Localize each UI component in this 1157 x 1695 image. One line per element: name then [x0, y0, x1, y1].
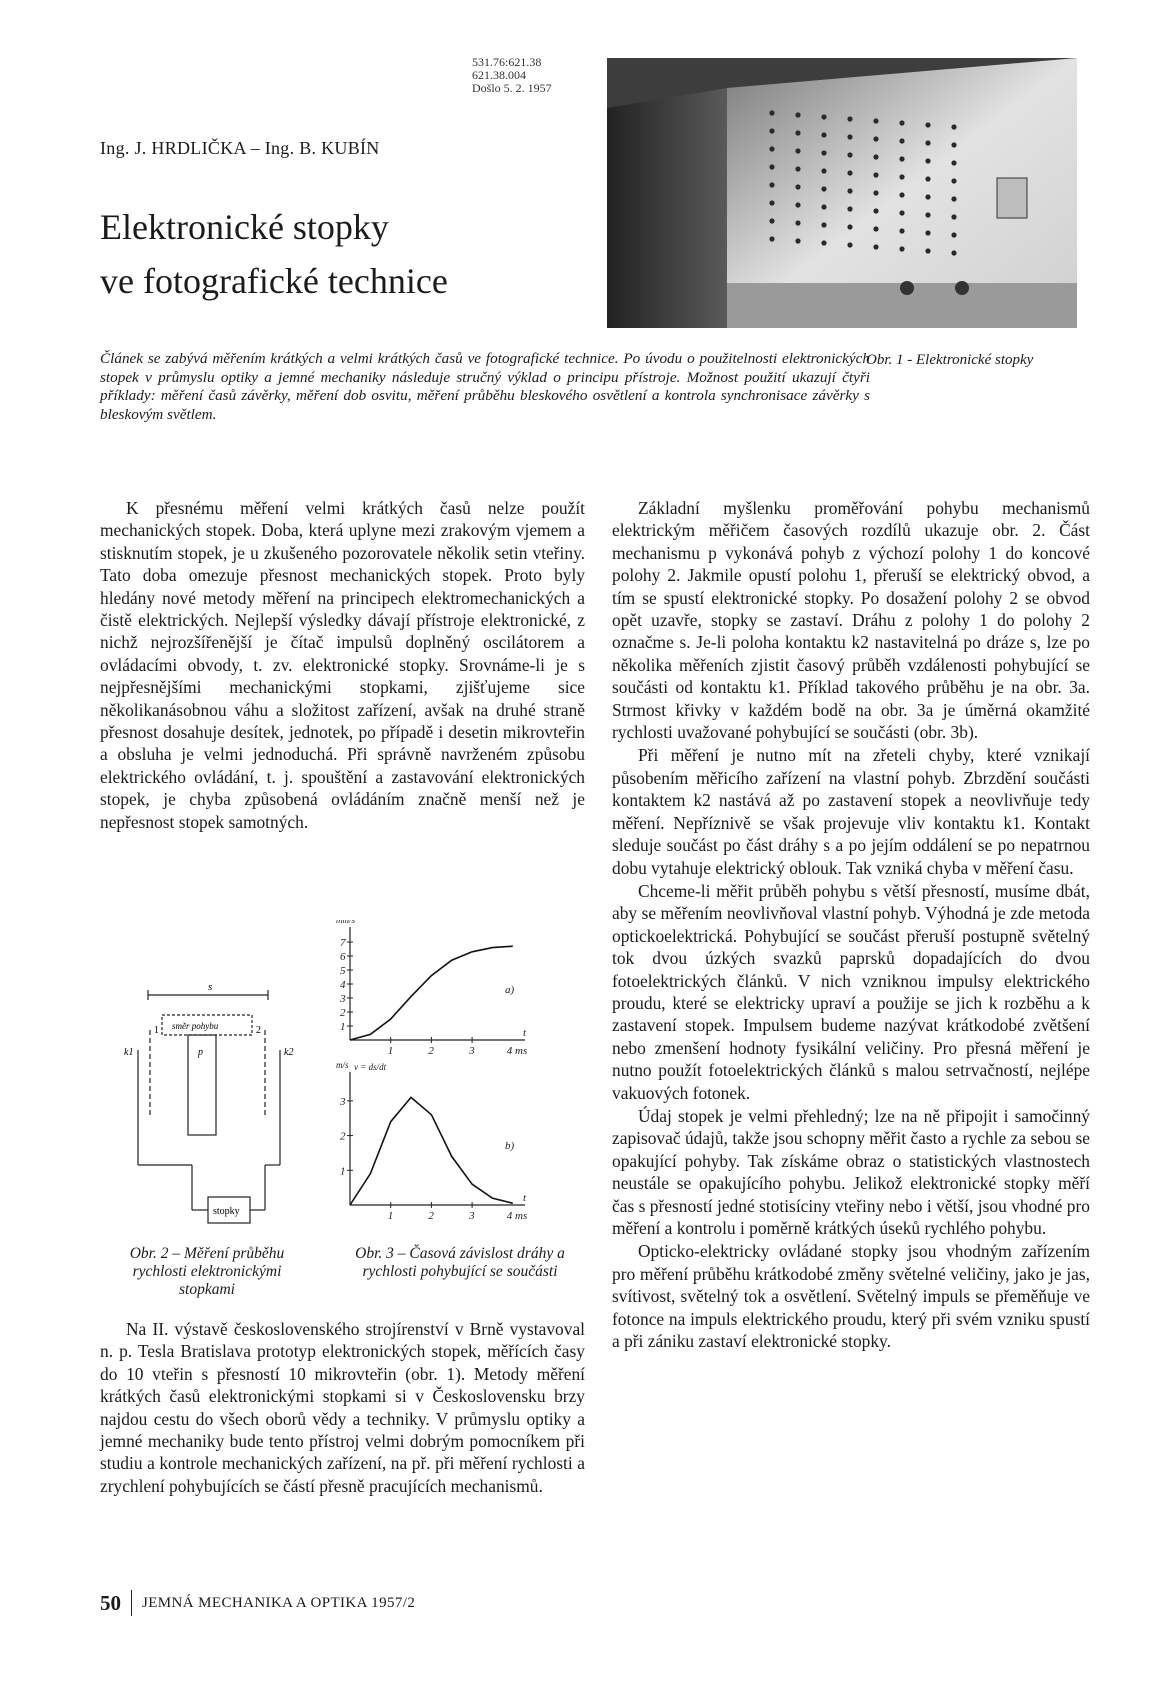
x-tick-label: 2: [428, 1045, 434, 1057]
panel-knob: [925, 230, 930, 235]
panel-knob: [899, 192, 904, 197]
x-axis-label: t: [523, 1027, 527, 1039]
series-line: [350, 1097, 513, 1205]
paragraph: Chceme-li měřit průběh pohybu s větší přesností, musíme dbát, aby se měřením neovlivňoval vlastní pohyb. Výhodná je zde metoda optickoelektrická. Pohybující se součást přeruší postupně světelný tok dvou úzkých svazků paprsků dopadajících do dvou fotoelektrických článků. V nich vzniknou impulsy elektrického proudu, které se elektricky upraví a použije se jich k rozběhu a k zastavení stopek. Impulsem budeme nazývat krátkodobé zvětšení nebo zmenšení hodnoty fysikální veličiny. Pro přesná měření je nutno použít fotoelektrických článků s malou setrvačností, nejlépe vakuových fotonek.: [612, 880, 1090, 1103]
panel-knob: [873, 244, 878, 249]
panel-knob: [769, 164, 774, 169]
panel-knob: [925, 212, 930, 217]
contact-k2-label: k2: [284, 1047, 294, 1058]
panel-knob: [795, 112, 800, 117]
panel-knob: [951, 178, 956, 183]
panel-knob: [769, 182, 774, 187]
x-tick-label: 3: [469, 1210, 475, 1222]
y-tick-label: 1: [340, 1021, 346, 1033]
panel-knob: [873, 208, 878, 213]
paragraph: Při měření je nutno mít na zřeteli chyby, které vznikají působením měřicího zařízení na vlastní pohyb. Zbrzdění součásti kontaktem k2 nastává až po zastavení stopek a neovlivňuje tedy měření. Nepříznivě se však projevuje vliv kontaktu k1. Kontakt sleduje součást po část dráhy s a po jejím oddálení se po nepatrnou dobu vytahuje elektrický oblouk. Tak vzniká chyba v měření času.: [612, 745, 1090, 878]
authors: Ing. J. HRDLIČKA – Ing. B. KUBÍN: [100, 138, 380, 158]
panel-knob: [925, 248, 930, 253]
panel-knob: [847, 170, 852, 175]
panel-knob: [951, 124, 956, 129]
position-2-label: 2: [256, 1025, 261, 1036]
panel-knob: [795, 184, 800, 189]
panel-knob: [821, 150, 826, 155]
panel-knob: [925, 122, 930, 127]
panel-knob: [795, 148, 800, 153]
direction-label: směr pohybu: [172, 1021, 219, 1031]
panel-knob: [795, 238, 800, 243]
part-p-label: p: [198, 1047, 203, 1058]
abstract: Článek se zabývá měřením krátkých a velmi krátkých časů ve fotografické technice. Po úvodu o použitelnosti elektronických stopek v průmyslu optiky a jemné mechaniky následuje stručný výklad o principu přístroje. Možnost použití ukazují čtyři příklady: měření časů závěrky, měření dob osvitu, měření průběhu bleskového osvětlení a kontrola synchronisace závěrky s bleskovým světlem.: [100, 350, 870, 423]
panel-knob: [899, 138, 904, 143]
left-column-bottom: [100, 1318, 585, 1497]
figure-3-svg: [320, 920, 570, 1230]
x-unit-label: 4 ms: [506, 1045, 528, 1057]
y-tick-label: 2: [340, 1007, 346, 1019]
y-tick-label: 2: [340, 1130, 346, 1143]
panel-knob: [847, 134, 852, 139]
figure-3-caption: Obr. 3 – Časová závislost dráhy a rychlosti pohybující se součásti: [355, 1245, 565, 1280]
panel-knob: [847, 152, 852, 157]
classification-line: 621.38.004: [472, 68, 526, 82]
panel-knob: [899, 246, 904, 251]
x-axis-label: t: [523, 1192, 527, 1204]
y-axis-label: mm/s: [336, 920, 356, 925]
x-tick-label: 2: [428, 1210, 434, 1222]
x-unit-label: 4 ms: [506, 1210, 528, 1222]
panel-knob: [821, 186, 826, 191]
x-tick-label: 3: [469, 1045, 475, 1057]
position-1-label: 1: [154, 1025, 159, 1036]
panel-knob: [847, 116, 852, 121]
panel-knob: [899, 210, 904, 215]
paragraph: K přesnému měření velmi krátkých časů nelze použít mechanických stopek. Doba, která uplyne mezi zrakovým vjemem a stisknutím stopek, je u zkušeného pozorovatele několik setin vteřiny. Tato doba omezuje přesnost mechanických stopek. Proto byly hledány nové metody měření na principech elektromechanických a čistě elektrických. Nejlepší výsledky dávají přístroje elektronické, z nichž nejrozšířenější je čítač impulsů doplněný oscilátorem a ovládacími obvody, t. zv. elektronické stopky. Srovnáme-li je s nejpřesnějšími mechanickými stopkami, zjišťujeme sice několikanásobnou váhu a složitost zařízení, avšak na druhé straně přesnost dosahuje desítek, jednotek, po případě i desetin mikrovteřin a obsluha je velmi jednoduchá. Při správně navrženém způsobu elektrického ovládání, t. j. spouštění a zastavování elektronických stopek, je chyba způsobená ovládáním značně menší než je nepřesnost stopek samotných.: [100, 498, 585, 832]
dimension-s-label: s: [208, 981, 213, 993]
panel-knob: [951, 196, 956, 201]
panel-knob: [769, 128, 774, 133]
panel-knob: [821, 168, 826, 173]
panel-knob: [873, 190, 878, 195]
paragraph: Základní myšlenku proměřování pohybu mechanismů elektrickým měřičem časových rozdílů ukazuje obr. 2. Část mechanismu p vykonává pohyb z výchozí polohy 1 do koncové polohy 2. Jakmile opustí polohu 1, přeruší se elektrický obvod, a tím se spustí elektronické stopky. Po dosažení polohy 2 se obvod opět uzavře, stopky se zastaví. Dráhu z polohy 1 do polohy 2 označme s. Je-li poloha kontaktu k2 nastavitelná po dráze s, lze po několika měřeních zjistit časový průběh vzdálenosti pohybující se součásti od kontaktu k1. Příklad takového průběhu je na obr. 3a. Strmost křivky v každém bodě na obr. 3a je úměrná okamžité rychlosti uvažované pohybující se součásti (obr. 3b).: [612, 498, 1090, 743]
panel-knob: [795, 202, 800, 207]
panel-knob: [847, 206, 852, 211]
panel-knob: [925, 194, 930, 199]
panel-knob: [769, 110, 774, 115]
panel-knob: [769, 236, 774, 241]
panel-label: a): [505, 983, 515, 996]
y-tick-label: 4: [340, 979, 346, 991]
contact-k1-label: k1: [124, 1047, 134, 1058]
panel-knob: [951, 232, 956, 237]
panel-knob: [873, 154, 878, 159]
paragraph: Na II. výstavě československého strojírenství v Brně vystavoval n. p. Tesla Bratislava prototyp elektronických stopek, měřících časy do 10 vteřin s přesností 10 mikrovteřin (obr. 1). Metody měření krátkých časů elektronickými stopkami si v Československu brzy najdou cestu do všech oborů vědy a techniky. V průmyslu optiky a jemné mechaniky bude tento přístroj velmi dobrým pomocníkem při studiu a kontrole mechanických zařízení, na př. při měření rychlosti a zrychlení pohybujících se částí přesně pracujících mechanismů.: [100, 1319, 585, 1496]
panel-knob: [873, 136, 878, 141]
title-line: Elektronické stopky: [100, 207, 389, 247]
panel-knob: [821, 204, 826, 209]
figure-2-caption: Obr. 2 – Měření průběhu rychlosti elektronickými stopkami: [129, 1245, 285, 1298]
panel-knob: [951, 250, 956, 255]
panel-knob: [847, 242, 852, 247]
y-tick-label: 5: [340, 965, 346, 977]
right-column: [612, 497, 1090, 1353]
panel-knob: [873, 172, 878, 177]
page-number: 50: [100, 1590, 121, 1615]
panel-knob: [873, 118, 878, 123]
y-axis-label: m/s: [336, 1060, 349, 1070]
classification-line: 531.76:621.38: [472, 55, 542, 69]
panel-knob: [951, 214, 956, 219]
left-column-top: [100, 497, 585, 833]
classification-block: [472, 56, 612, 95]
panel-knob: [821, 132, 826, 137]
device-photo: [607, 58, 1077, 328]
figure-1-caption: Obr. 1 - Elektronické stopky: [866, 352, 1034, 368]
panel-knob: [821, 240, 826, 245]
y-tick-label: 6: [340, 951, 346, 963]
panel-knob: [899, 174, 904, 179]
figure-2-schematic: [120, 975, 300, 1225]
x-tick-label: 1: [387, 1045, 394, 1057]
panel-knob: [925, 176, 930, 181]
panel-knob: [795, 130, 800, 135]
panel-knob: [769, 146, 774, 151]
panel-knob: [899, 156, 904, 161]
footer-divider: [131, 1590, 132, 1616]
journal-name: JEMNÁ MECHANIKA A OPTIKA 1957/2: [142, 1594, 416, 1611]
panel-knob: [925, 158, 930, 163]
figure-3-charts: [320, 920, 570, 1230]
panel-knob: [951, 160, 956, 165]
y-tick-label: 1: [340, 1165, 346, 1178]
article-title: [100, 200, 560, 308]
y-tick-label: 3: [340, 993, 346, 1005]
panel-knob: [821, 114, 826, 119]
page-footer: [100, 1590, 415, 1616]
y-formula-label: v = ds/dt: [354, 1062, 387, 1072]
schematic-drawing: [120, 975, 300, 1225]
panel-knob: [925, 140, 930, 145]
title-line: ve fotografické technice: [100, 261, 448, 301]
series-line: [350, 946, 513, 1040]
y-tick-label: 7: [340, 937, 346, 949]
paragraph: Opticko-elektricky ovládané stopky jsou vhodným zařízením pro měření průběhu krátkodobé změny světelné veličiny, jako je jas, svítivost, světelný tok a osvětlení. Světelný impuls se přeměňuje ve fotonce na impuls elektrického proudu, který při svém vzniku spustí a při zániku zastaví elektronické stopky.: [612, 1241, 1090, 1352]
y-tick-label: 3: [340, 1095, 346, 1108]
stopwatch-box-label: stopky: [213, 1206, 240, 1217]
panel-knob: [795, 220, 800, 225]
panel-knob: [847, 224, 852, 229]
panel-knob: [821, 222, 826, 227]
panel-knob: [795, 166, 800, 171]
panel-knob: [769, 200, 774, 205]
panel-knob: [899, 228, 904, 233]
panel-knob: [899, 120, 904, 125]
received-date: Došlo 5. 2. 1957: [472, 81, 552, 95]
x-tick-label: 1: [387, 1210, 394, 1222]
panel-knob: [951, 142, 956, 147]
panel-label: b): [505, 1139, 515, 1152]
panel-knob: [769, 218, 774, 223]
paragraph: Údaj stopek je velmi přehledný; lze na ně připojit i samočinný zapisovač údajů, takže jsou schopny měřit často a rychle za sebou se opakující pohyby. Tak získáme obraz o statistických vlastnostech neustále se opakujícího pohybu. Jelikož elektronické stopky měří čas s přesností jedné stotisíciny vteřiny nebo i větší, jsou vhodné pro měření a kontrolu i poměrně krátkých úseků rychlého pohybu.: [612, 1105, 1090, 1238]
panel-knob: [873, 226, 878, 231]
panel-knob: [847, 188, 852, 193]
device-photo-drawing: [607, 58, 1077, 328]
